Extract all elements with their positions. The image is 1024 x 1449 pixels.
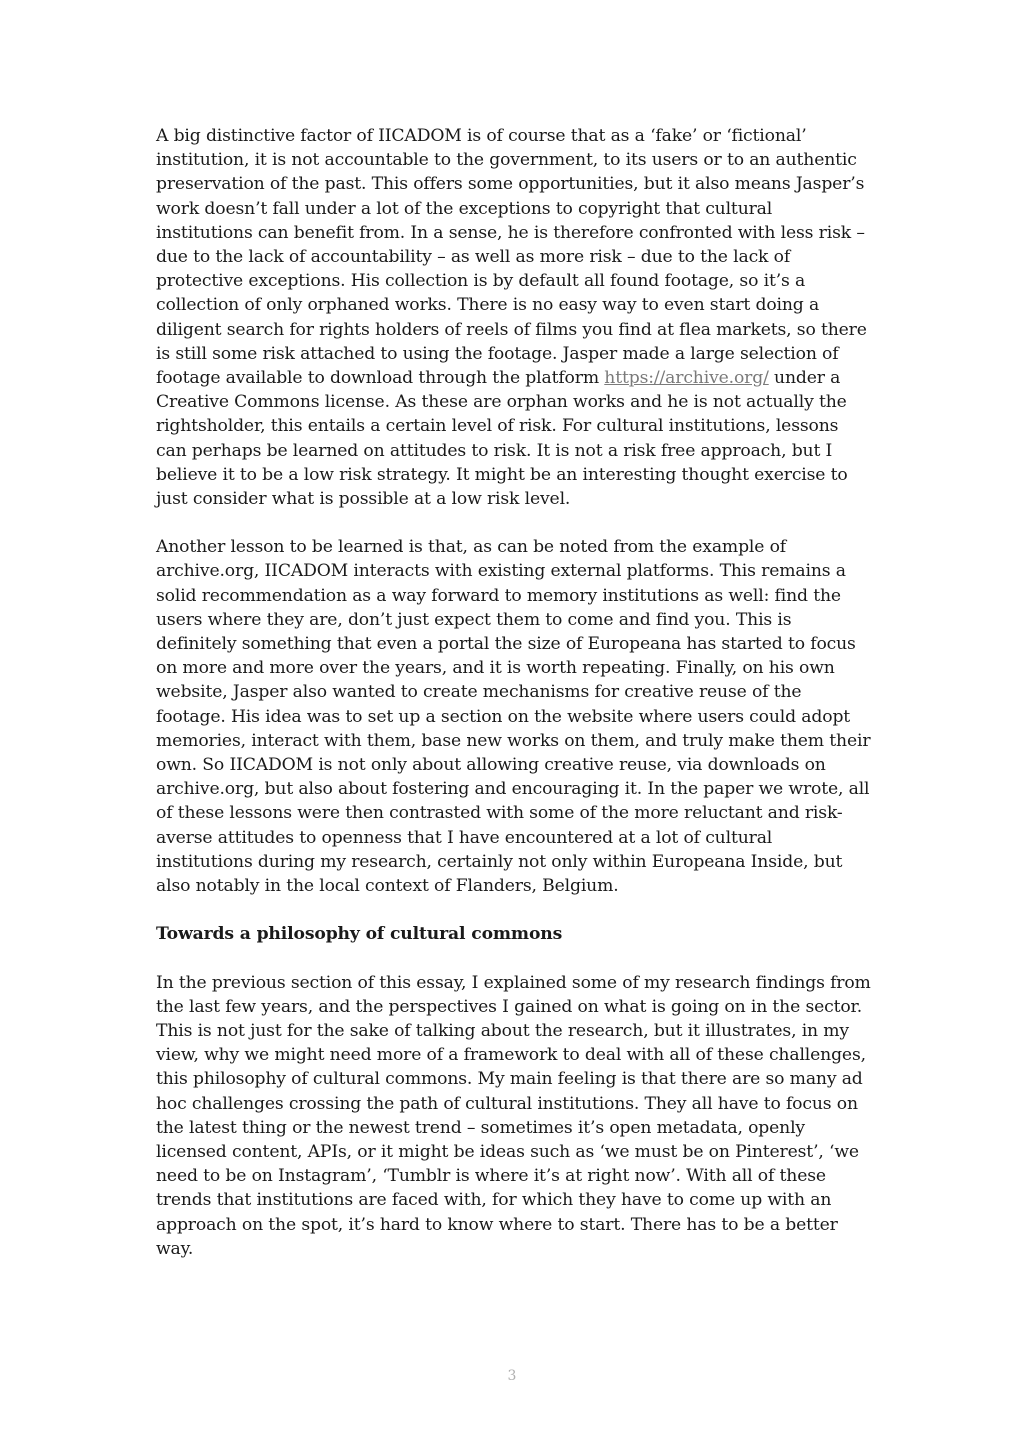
paragraph-text: under a Creative Commons license. As these are orphan works and he is not actually the rightsholder, this entails a certain level of risk. For cultural institutions, lessons can perhaps be learned on attitudes to risk. It is not a risk free approach, but I believe it to be a low risk strategy. It might be an interesting thought exercise to just consider what is possible at a low risk level. [156, 368, 848, 510]
page-body [156, 124, 872, 1285]
paragraph-text: A big distinctive factor of IICADOM is of course that as a ‘fake’ or ‘fictional’ institution, it is not accountable to the government, to its users or to an authentic preservation of the past. This offers some opportunities, but it also means Jasper’s work doesn’t fall under a lot of the exceptions to copyright that cultural institutions can benefit from. In a sense, he is therefore confronted with less risk – due to the lack of accountability – as well as more risk – due to the lack of protective exceptions. His collection is by default all found footage, so it’s a collection of only orphaned works. There is no easy way to even start doing a diligent search for rights holders of reels of films you find at flea markets, so there is still some risk attached to using the footage. Jasper made a large selection of footage available to download through the platform [156, 126, 867, 389]
paragraph-iicadom-risk [156, 124, 872, 511]
section-heading: Towards a philosophy of cultural commons [156, 924, 563, 945]
paragraph-external-platforms: Another lesson to be learned is that, as can be noted from the example of archive.org, IICADOM interacts with existing external platforms. This remains a solid recommendation as a way forward to memory institutions as well: find the users where they are, don’t just expect them to come and find you. This is definitely something that even a portal the size of Europeana has started to focus on more and more over the years, and it is worth repeating. Finally, on his own website, Jasper also wanted to create mechanisms for creative reuse of the footage. His idea was to set up a section on the website where users could adopt memories, interact with them, base new works on them, and truly make them their own. So IICADOM is not only about allowing creative reuse, via downloads on archive.org, but also about fostering and encouraging it. In the paper we wrote, all of these lessons were then contrasted with some of the more reluctant and risk-averse attitudes to openness that I have encountered at a lot of cultural institutions during my research, certainly not only within Europeana Inside, but also notably in the local context of Flanders, Belgium. [156, 537, 871, 897]
paragraph-previous-section: In the previous section of this essay, I explained some of my research findings from the last few years, and the perspectives I gained on what is going on in the sector. This is not just for the sake of talking about the research, but it illustrates, in my view, why we might need more of a framework to deal with all of these challenges, this philosophy of cultural commons. My main feeling is that there are so many ad hoc challenges crossing the path of cultural institutions. They all have to focus on the latest thing or the newest trend – sometimes it’s open metadata, openly licensed content, APIs, or it might be ideas such as ‘we must be on Pinterest’, ‘we need to be on Instagram’, ‘Tumblr is where it’s at right now’. With all of these trends that institutions are faced with, for which they have to come up with an approach on the spot, it’s hard to know where to start. There has to be a better way. [156, 972, 871, 1259]
archive-org-link[interactable]: https://archive.org/ [604, 368, 769, 389]
page-number: 3 [507, 1368, 517, 1384]
